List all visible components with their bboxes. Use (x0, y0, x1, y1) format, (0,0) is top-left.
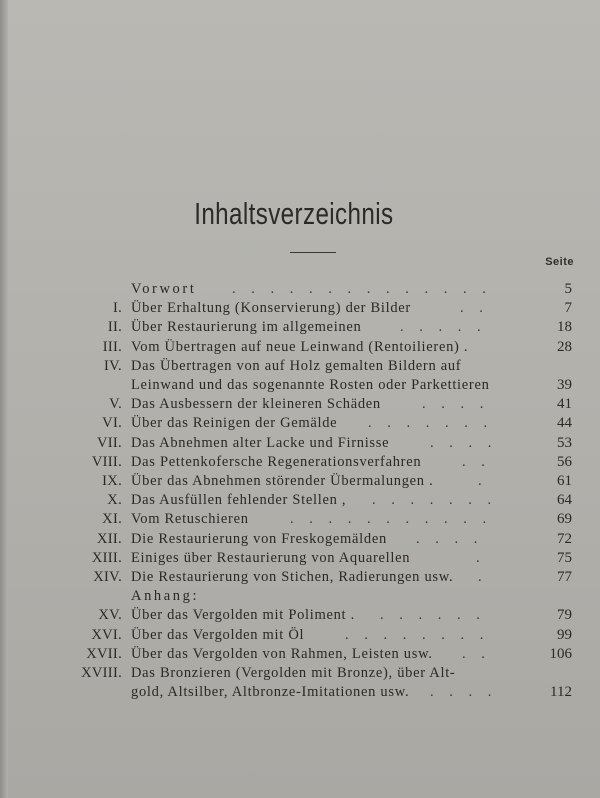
toc-row (0, 338, 600, 357)
toc-chapter-number: I. (112, 300, 122, 317)
toc-dot-leader: . . . . (422, 396, 490, 413)
toc-row (0, 395, 600, 414)
toc-row (0, 606, 600, 625)
toc-chapter-number: X. (107, 492, 122, 509)
toc-chapter-number: VI. (102, 415, 122, 432)
toc-entry-title: Über das Vergolden mit Öl (131, 626, 305, 643)
toc-dot-leader: . . . . (430, 684, 498, 701)
toc-entry-title: Anhang: (131, 588, 200, 605)
toc-page-number: 53 (557, 434, 572, 451)
toc-dot-leader: . (476, 549, 486, 566)
toc-entry-title: Über Erhaltung (Konservierung) der Bilder (131, 300, 411, 317)
toc-entry-title: Vom Retuschieren (131, 511, 249, 528)
toc-page-number: 75 (557, 549, 572, 566)
toc-chapter-number: XIV. (93, 569, 122, 585)
toc-chapter-number: XVII. (86, 645, 122, 662)
toc-page-number: 79 (557, 607, 572, 624)
toc-entry-title: Das Bronzieren (Vergolden mit Bronze), über Alt- (131, 665, 456, 681)
toc-page-number: 18 (557, 319, 572, 336)
toc-page-number: 56 (557, 453, 572, 470)
toc-entry-title: Das Pettenkofersche Regenerationsverfahren (131, 453, 422, 470)
toc-entry-title: Über Restaurierung im allgemeinen (131, 319, 362, 336)
toc-chapter-number: XVIII. (81, 665, 122, 681)
toc-page-number: 106 (549, 645, 572, 662)
toc-row (0, 664, 600, 683)
page-title: Inhaltsverzeichnis (194, 196, 394, 231)
toc-page-number: 28 (557, 338, 572, 355)
toc-chapter-number: XII. (97, 530, 122, 547)
toc-chapter-number: V. (109, 396, 122, 413)
toc-dot-leader: . . (460, 300, 489, 317)
toc-entry-title: Das Übertragen von auf Holz gemalten Bildern auf (131, 357, 462, 374)
toc-entry-title: Vom Übertragen auf neue Leinwand (Rentoilieren) . (131, 338, 469, 355)
toc-entry-title: Einiges über Restaurierung von Aquarellen (131, 549, 411, 566)
toc-row (0, 357, 600, 376)
toc-page-number: 77 (557, 569, 572, 585)
toc-dot-leader: . . (462, 453, 491, 470)
toc-row (0, 645, 600, 664)
title-divider (290, 252, 336, 253)
toc-row (0, 683, 600, 702)
toc-entry-title: Über das Vergolden mit Poliment . (131, 607, 355, 624)
toc-row (0, 299, 600, 318)
toc-row (0, 510, 600, 529)
toc-entry-title: Leinwand und das sogenannte Rosten oder Parkettieren (131, 377, 490, 393)
toc-dot-leader: . (478, 473, 488, 489)
toc-dot-leader: . (478, 569, 488, 585)
toc-entry-title: Die Restaurierung von Stichen, Radierungen usw. (131, 569, 454, 585)
toc-entry-title: Das Ausbessern der kleineren Schäden (131, 396, 381, 413)
toc-chapter-number: III. (102, 338, 122, 355)
toc-entry-title: Über das Abnehmen störender Übermalungen . (131, 473, 434, 489)
page-column-label: Seite (545, 256, 574, 268)
toc-page-number: 5 (564, 281, 572, 297)
toc-dot-leader: . . . . . . . (372, 492, 498, 509)
toc-row (0, 568, 600, 587)
toc-page-number: 99 (557, 626, 572, 643)
toc-chapter-number: XV. (98, 607, 122, 624)
toc-row (0, 549, 600, 568)
toc-dot-leader: . . . . . . . . . . . (290, 511, 493, 528)
toc-row (0, 453, 600, 472)
toc-dot-leader: . . . . . . . (368, 415, 494, 432)
toc-page-number: 41 (557, 396, 572, 413)
toc-chapter-number: II. (107, 319, 122, 336)
toc-entry-title: gold, Altsilber, Altbronze-Imitationen usw. (131, 684, 410, 701)
toc-entry-title: Über das Vergolden von Rahmen, Leisten usw. (131, 645, 433, 662)
toc-row (0, 280, 600, 299)
toc-page-number: 7 (564, 300, 572, 317)
toc-chapter-number: VII. (97, 434, 122, 451)
toc-chapter-number: XIII. (91, 549, 122, 566)
toc-row (0, 626, 600, 645)
toc-row (0, 376, 600, 395)
toc-entry-title: Über das Reinigen der Gemälde (131, 415, 338, 432)
toc-entry-title: Vorwort (131, 281, 197, 297)
toc-chapter-number: IV. (104, 357, 122, 374)
toc-row (0, 318, 600, 337)
toc-entry-title: Die Restaurierung von Freskogemälden (131, 530, 387, 547)
toc-chapter-number: XI. (102, 511, 122, 528)
toc-page-number: 72 (557, 530, 572, 547)
toc-dot-leader: . . . . . . . . (345, 626, 490, 643)
toc-row (0, 491, 600, 510)
toc-dot-leader: . . . . (416, 530, 484, 547)
toc-page-number: 69 (557, 511, 572, 528)
toc-page-number: 61 (557, 473, 572, 489)
toc-row (0, 530, 600, 549)
toc-entry-title: Das Ausfüllen fehlender Stellen , (131, 492, 347, 509)
toc-row (0, 587, 600, 606)
toc-row (0, 414, 600, 433)
toc-page-number: 64 (557, 492, 572, 509)
toc-dot-leader: . . . . (430, 434, 498, 451)
toc-page-number: 39 (557, 377, 572, 393)
toc-chapter-number: IX. (102, 473, 122, 489)
toc-dot-leader: . . . . . . (380, 607, 486, 624)
toc-row (0, 472, 600, 491)
toc-chapter-number: VIII. (91, 453, 122, 470)
toc-dot-leader: . . (462, 645, 491, 662)
toc-entry-title: Das Abnehmen alter Lacke und Firnisse (131, 434, 390, 451)
toc-row (0, 434, 600, 453)
toc-page-number: 44 (557, 415, 572, 432)
toc-dot-leader: . . . . . (400, 319, 487, 336)
toc-dot-leader: . . . . . . . . . . . . . . (232, 281, 492, 297)
toc-page-number: 112 (550, 684, 572, 701)
toc-chapter-number: XVI. (91, 626, 122, 643)
